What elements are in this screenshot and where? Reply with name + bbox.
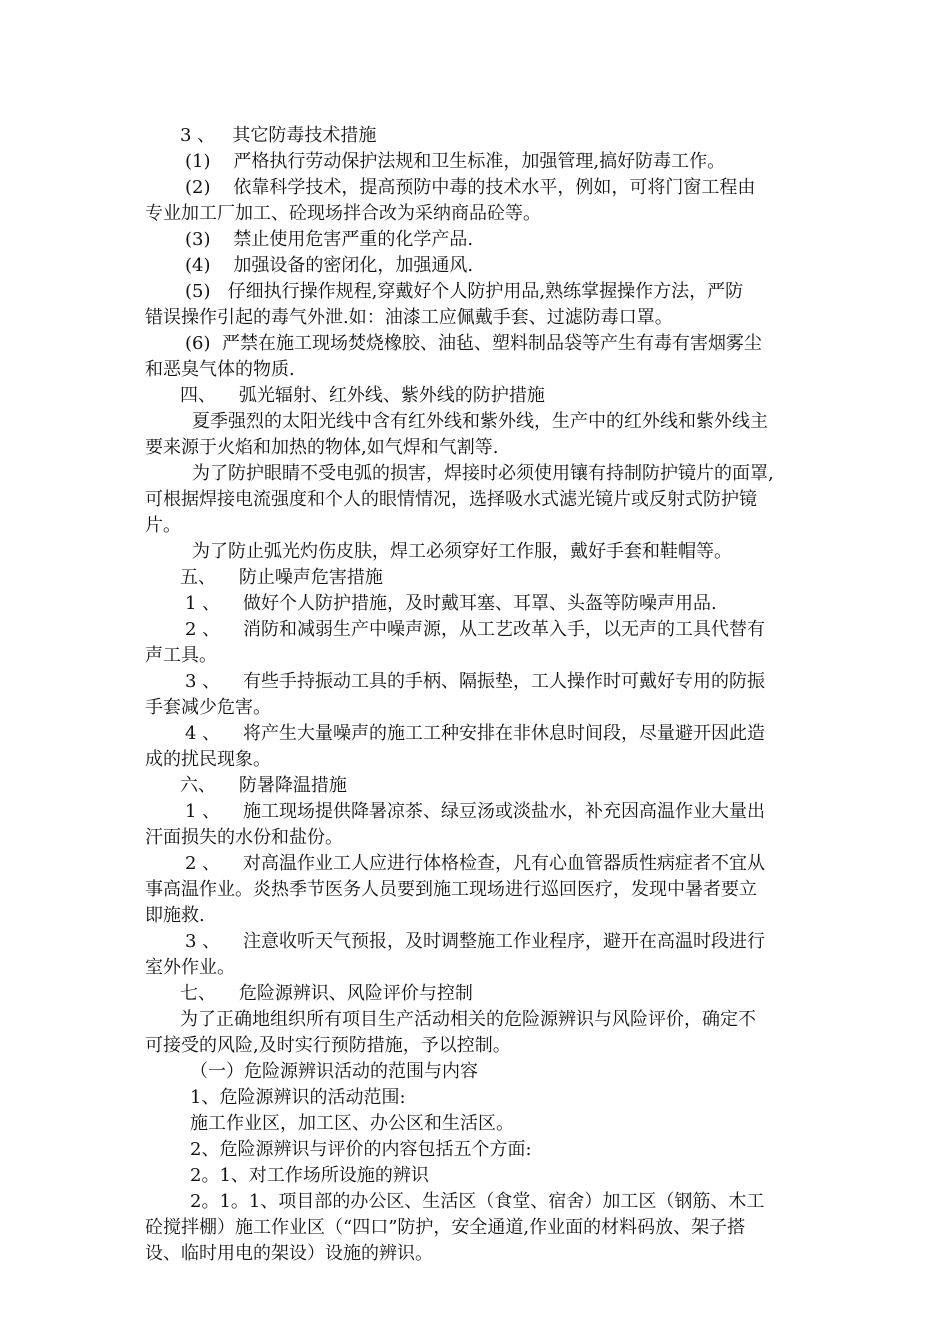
text-line: 1 、 施工现场提供降暑凉茶、绿豆汤或淡盐水，补充因高温作业大量出 [185, 801, 766, 822]
text-line: 1、危险源辨识的活动范围: [190, 1087, 406, 1108]
text-line: 和恶臭气体的物质. [145, 359, 295, 380]
text-line: 为了防护眼睛不受电弧的损害，焊接时必须使用镶有持制防护镜片的面罩, [192, 463, 774, 484]
text-line: 成的扰民现象。 [145, 749, 271, 770]
section-heading: 四、 弧光辐射、红外线、紫外线的防护措施 [180, 385, 545, 406]
text-line: 2。1。1、项目部的办公区、生活区（食堂、宿舍）加工区（钢筋、木工 [190, 1191, 765, 1212]
text-line: (3) 禁止使用危害严重的化学产品. [185, 229, 474, 250]
text-line: 可接受的风险,及时实行预防措施，予以控制。 [145, 1035, 511, 1056]
text-line: 3 、 有些手持振动工具的手柄、隔振垫，工人操作时可戴好专用的防振 [185, 671, 766, 692]
text-line: 设、临时用电的架设）设施的辨识。 [145, 1243, 433, 1264]
text-line: 室外作业。 [145, 957, 235, 978]
text-line: (4) 加强设备的密闭化，加强通风. [185, 255, 474, 276]
text-line: 2。1、对工作场所设施的辨识 [190, 1165, 429, 1186]
text-line: 砼搅拌棚）施工作业区（“四口”防护，安全通道,作业面的材料码放、架子搭 [145, 1217, 746, 1238]
text-line: 施工作业区，加工区、办公区和生活区。 [190, 1113, 514, 1134]
text-line: 片。 [145, 515, 181, 536]
text-line: (2) 依靠科学技术，提高预防中毒的技术水平，例如，可将门窗工程由 [185, 177, 756, 198]
text-line: 2 、 消防和减弱生产中噪声源，从工艺改革入手，以无声的工具代替有 [185, 619, 766, 640]
text-line: 1 、 做好个人防护措施，及时戴耳塞、耳罩、头盔等防噪声用品. [185, 593, 717, 614]
text-line: 为了正确地组织所有项目生产活动相关的危险源辨识与风险评价，确定不 [180, 1009, 756, 1030]
text-line: 汗面损失的水份和盐份。 [145, 827, 343, 848]
text-line: 专业加工厂加工、砼现场拌合改为采纳商品砼等。 [145, 203, 541, 224]
text-line: 手套减少危害。 [145, 697, 271, 718]
section-heading: 六、 防暑降温措施 [180, 775, 347, 796]
text-line: 错误操作引起的毒气外泄.如：油漆工应佩戴手套、过滤防毒口罩。 [145, 307, 673, 328]
text-line: 事高温作业。炎热季节医务人员要到施工现场进行巡回医疗，发现中暑者要立 [145, 879, 757, 900]
subsection-heading: （一）危险源辨识活动的范围与内容 [190, 1061, 478, 1082]
text-line: 3 、 注意收听天气预报，及时调整施工作业程序，避开在高温时段进行 [185, 931, 766, 952]
text-line: 3 、 其它防毒技术措施 [180, 125, 377, 146]
text-line: 可根据焊接电流强度和个人的眼情情况，选择吸水式滤光镜片或反射式防护镜 [145, 489, 757, 510]
text-line: (6) 严禁在施工现场焚烧橡胶、油毡、塑料制品袋等产生有毒有害烟雾尘 [185, 333, 762, 354]
text-line: (5) 仔细执行操作规程,穿戴好个人防护用品,熟练掌握操作方法，严防 [185, 281, 744, 302]
text-line: 2、危险源辨识与评价的内容包括五个方面: [190, 1139, 532, 1160]
text-line: 夏季强烈的太阳光线中含有红外线和紫外线，生产中的红外线和紫外线主 [192, 411, 768, 432]
text-line: 即施救. [145, 905, 205, 926]
section-heading: 五、 防止噪声危害措施 [180, 567, 383, 588]
text-line: 2 、 对高温作业工人应进行体格检查，凡有心血管器质性病症者不宜从 [185, 853, 766, 874]
text-line: (1) 严格执行劳动保护法规和卫生标准，加强管理,搞好防毒工作。 [185, 151, 726, 172]
text-line: 要来源于火焰和加热的物体,如气焊和气割等. [145, 437, 499, 458]
text-line: 4 、 将产生大量噪声的施工工种安排在非休息时间段，尽量避开因此造 [185, 723, 766, 744]
text-line: 声工具。 [145, 645, 217, 666]
section-heading: 七、 危险源辨识、风险评价与控制 [180, 983, 473, 1004]
text-line: 为了防止弧光灼伤皮肤，焊工必须穿好工作服，戴好手套和鞋帽等。 [192, 541, 732, 562]
